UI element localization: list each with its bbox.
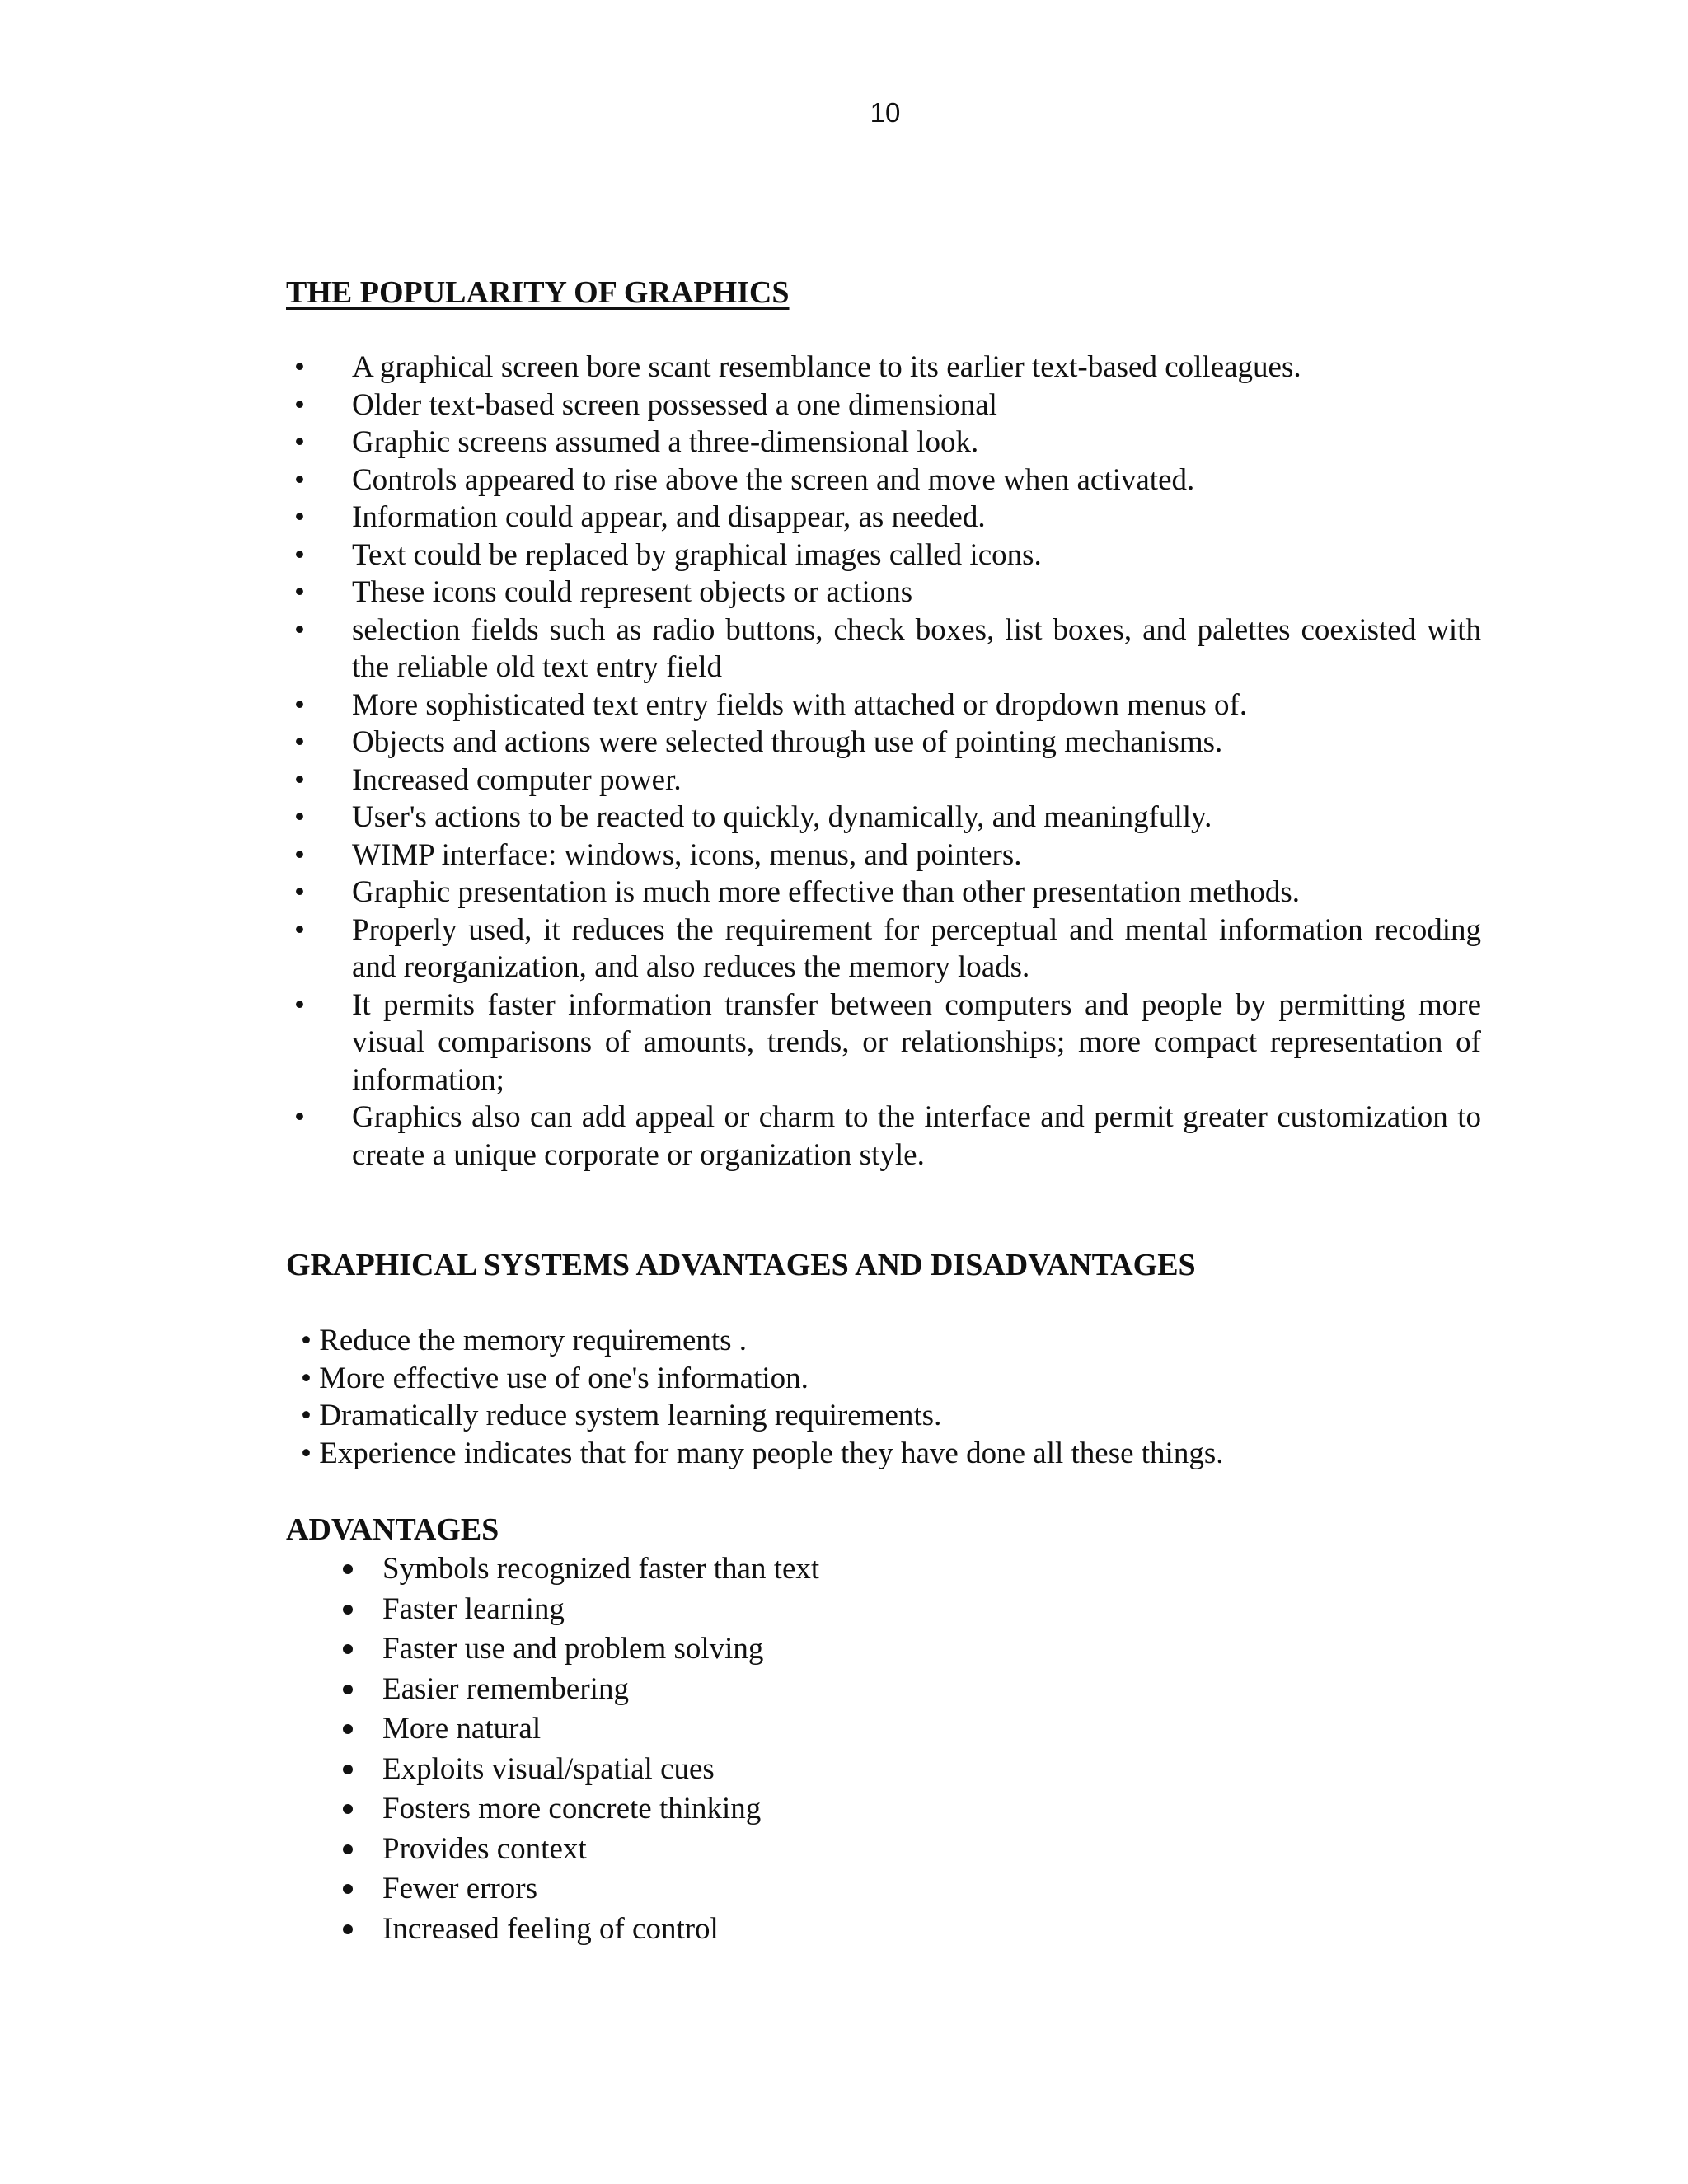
list-item: • Properly used, it reduces the requirement for perceptual and mental information recoding and reorganization, and also reduces the memory loads. bbox=[294, 912, 1481, 984]
list-item: More natural bbox=[330, 1709, 819, 1750]
summary-list bbox=[301, 1322, 1224, 1472]
bullet-dot-icon bbox=[343, 1605, 353, 1615]
list-item: Symbols recognized faster than text bbox=[330, 1549, 819, 1590]
bullet-icon: • bbox=[294, 987, 305, 1022]
list-item: • Experience indicates that for many people they have done all these things. bbox=[301, 1436, 1224, 1470]
bullet-icon: • bbox=[294, 725, 305, 759]
list-item: Fosters more concrete thinking bbox=[330, 1789, 819, 1830]
bullet-icon: • bbox=[294, 837, 305, 872]
section-title-advantages: ADVANTAGES bbox=[286, 1512, 499, 1547]
bullet-icon: • bbox=[294, 687, 305, 722]
list-item: Fewer errors bbox=[330, 1869, 819, 1910]
list-item: • Increased computer power. bbox=[286, 762, 1481, 799]
bullet-icon: • bbox=[294, 1100, 305, 1134]
page-number: 10 bbox=[870, 97, 901, 128]
bullet-dot-icon bbox=[343, 1685, 353, 1694]
list-item: Provides context bbox=[330, 1830, 819, 1870]
list-item: • More sophisticated text entry fields with attached or dropdown menus of. bbox=[286, 687, 1481, 724]
list-item: • Older text-based screen possessed a one dimensional bbox=[286, 387, 1481, 424]
bullet-icon: • bbox=[294, 800, 305, 834]
bullet-icon: • bbox=[294, 575, 305, 609]
list-item: • Graphic screens assumed a three-dimensional look. bbox=[286, 424, 1481, 462]
list-item: • Graphics also can add appeal or charm to the interface and permit greater customization to create a unique corporate or organization style. bbox=[294, 1100, 1481, 1172]
bullet-icon: • bbox=[294, 350, 305, 384]
list-item: • A graphical screen bore scant resemblance to its earlier text-based colleagues. bbox=[286, 349, 1481, 387]
bullet-icon: • bbox=[294, 462, 305, 497]
list-item: Faster learning bbox=[330, 1590, 819, 1630]
list-item: Faster use and problem solving bbox=[330, 1629, 819, 1670]
list-item: • These icons could represent objects or actions bbox=[286, 574, 1481, 612]
list-item: • Controls appeared to rise above the screen and move when activated. bbox=[286, 462, 1481, 499]
list-item: • It permits faster information transfer between computers and people by permitting more visual comparisons of amounts, trends, or relationships; more compact representation of information; bbox=[294, 987, 1481, 1097]
bullet-icon: • bbox=[294, 912, 305, 947]
bullet-dot-icon bbox=[343, 1804, 353, 1814]
popularity-list bbox=[286, 349, 1481, 1174]
bullet-dot-icon bbox=[343, 1765, 353, 1774]
bullet-dot-icon bbox=[343, 1564, 353, 1574]
list-item: • selection fields such as radio buttons, check boxes, list boxes, and palettes coexisted with the reliable old text entry field bbox=[294, 612, 1481, 684]
section-title-popularity: THE POPULARITY OF GRAPHICS bbox=[286, 275, 790, 310]
list-item: • Text could be replaced by graphical images called icons. bbox=[286, 537, 1481, 574]
list-item: • WIMP interface: windows, icons, menus, and pointers. bbox=[286, 837, 1481, 874]
bullet-dot-icon bbox=[343, 1844, 353, 1854]
bullet-icon: • bbox=[294, 762, 305, 797]
bullet-icon: • bbox=[294, 875, 305, 909]
bullet-dot-icon bbox=[343, 1724, 353, 1734]
list-item: • Reduce the memory requirements . bbox=[301, 1324, 748, 1357]
bullet-icon: • bbox=[294, 387, 305, 422]
advantages-list bbox=[330, 1549, 819, 1949]
bullet-icon: • bbox=[294, 537, 305, 572]
list-item: Increased feeling of control bbox=[330, 1910, 819, 1950]
list-item: • Graphic presentation is much more effective than other presentation methods. bbox=[286, 874, 1481, 912]
section-title-advantages-disadvantages: GRAPHICAL SYSTEMS ADVANTAGES AND DISADVANTAGES bbox=[286, 1248, 1196, 1282]
bullet-icon: • bbox=[294, 500, 305, 534]
list-item: • Information could appear, and disappear, as needed. bbox=[286, 499, 1481, 537]
bullet-dot-icon bbox=[343, 1884, 353, 1894]
bullet-dot-icon bbox=[343, 1644, 353, 1654]
list-item: • Dramatically reduce system learning requirements. bbox=[301, 1399, 942, 1432]
list-item: • More effective use of one's information. bbox=[301, 1361, 809, 1395]
list-item: • Objects and actions were selected through use of pointing mechanisms. bbox=[286, 724, 1481, 762]
bullet-icon: • bbox=[294, 612, 305, 647]
list-item: Easier remembering bbox=[330, 1670, 819, 1710]
bullet-icon: • bbox=[294, 425, 305, 459]
bullet-dot-icon bbox=[343, 1924, 353, 1934]
list-item: Exploits visual/spatial cues bbox=[330, 1750, 819, 1790]
list-item: • User's actions to be reacted to quickly, dynamically, and meaningfully. bbox=[286, 799, 1481, 837]
